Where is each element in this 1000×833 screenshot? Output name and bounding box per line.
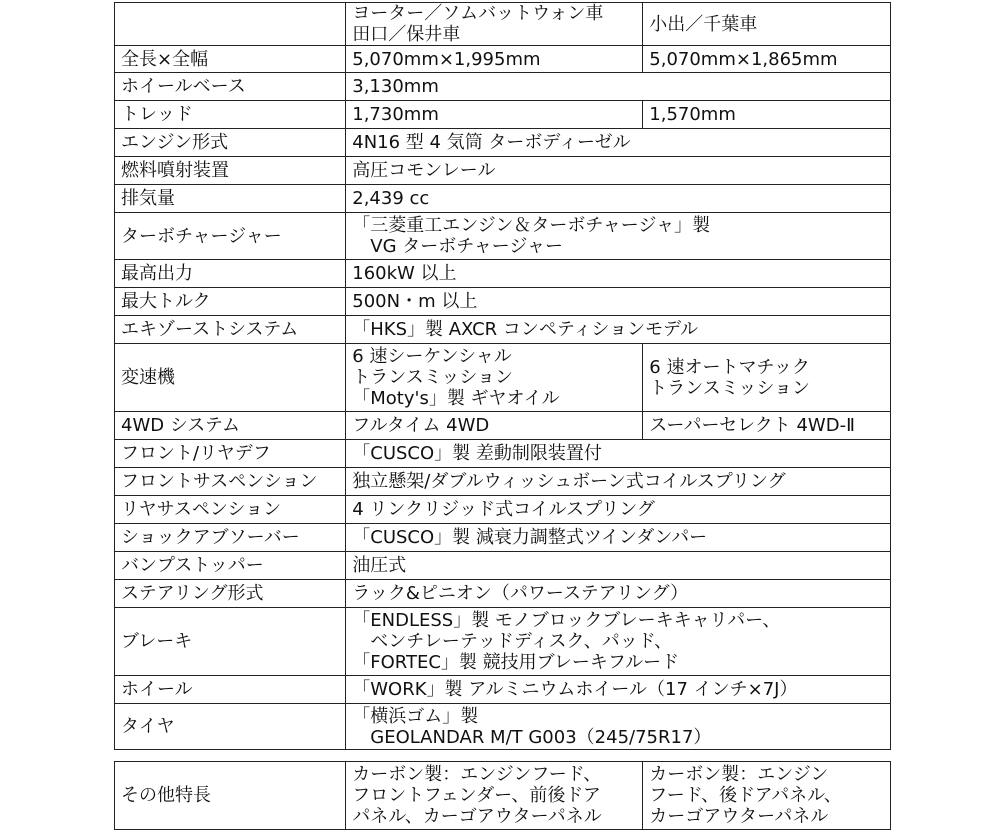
row-value: 2,439 cc [346,185,891,213]
row-value: 3,130mm [346,73,891,101]
table-row [115,496,891,524]
row-value: カーボン製：エンジン フード、後ドアパネル、 カーゴアウターパネル [643,762,891,830]
row-label: タイヤ [115,704,346,750]
table-row [115,344,891,412]
table-row [115,580,891,608]
row-value: 4 リンクリジッド式コイルスプリング [346,496,891,524]
row-value: 6 速オートマチック トランスミッション [643,344,891,412]
row-label: フロント/リヤデフ [115,440,346,468]
row-value: 「CUSCO」製 減衰力調整式ツインダンパー [346,524,891,552]
row-value: 「HKS」製 AXCR コンペティションモデル [346,316,891,344]
table-row [115,3,891,46]
row-label: 全長×全幅 [115,46,346,73]
table-row [115,260,891,288]
row-label: リヤサスペンション [115,496,346,524]
row-value: スーパーセレクト 4WD-Ⅱ [643,412,891,440]
table-row [115,288,891,316]
row-label: 最高出力 [115,260,346,288]
row-value: 高圧コモンレール [346,157,891,185]
extra-features-table [114,761,891,830]
row-value: 「CUSCO」製 差動制限装置付 [346,440,891,468]
table-row [115,608,891,676]
row-value: 6 速シーケンシャル トランスミッション 「Moty's」製 ギヤオイル [346,344,643,412]
row-label: エンジン形式 [115,129,346,157]
row-value: 500N・m 以上 [346,288,891,316]
table-row [115,412,891,440]
header-empty-cell [115,3,346,46]
row-label: 変速機 [115,344,346,412]
row-label: 最大トルク [115,288,346,316]
row-label: その他特長 [115,762,346,830]
row-label: ショックアブソーバー [115,524,346,552]
spec-table [114,2,891,750]
row-value: 「三菱重工エンジン＆ターボチャージャ」製 VG ターボチャージャー [346,213,891,260]
header-yota: ヨーター／ソムバットウォン車 田口／保井車 [346,3,643,46]
table-row [115,101,891,129]
row-label: ターボチャージャー [115,213,346,260]
header-koide: 小出／千葉車 [643,3,891,46]
table-row [115,157,891,185]
table-row [115,185,891,213]
row-value: 独立懸架/ダブルウィッシュボーン式コイルスプリング [346,468,891,496]
row-label: エキゾーストシステム [115,316,346,344]
row-value: フルタイム 4WD [346,412,643,440]
row-label: 排気量 [115,185,346,213]
row-label: バンプストッパー [115,552,346,580]
row-value: 4N16 型 4 気筒 ターボディーゼル [346,129,891,157]
row-value: 5,070mm×1,995mm [346,46,643,73]
row-label: 燃料噴射装置 [115,157,346,185]
table-row [115,440,891,468]
row-value: 5,070mm×1,865mm [643,46,891,73]
row-label: 4WD システム [115,412,346,440]
table-row [115,73,891,101]
row-label: トレッド [115,101,346,129]
table-row [115,468,891,496]
row-label: ホイール [115,676,346,704]
row-value: 「ENDLESS」製 モノブロックブレーキキャリパー、 ベンチレーテッドディスク、パッド、 「FORTEC」製 競技用ブレーキフルード [346,608,891,676]
row-label: フロントサスペンション [115,468,346,496]
row-value: 160kW 以上 [346,260,891,288]
row-value: 「WORK」製 アルミニウムホイール（17 インチ×7J） [346,676,891,704]
table-row [115,129,891,157]
row-value: カーボン製：エンジンフード、 フロントフェンダー、前後ドア パネル、カーゴアウターパネル [346,762,643,830]
table-row [115,524,891,552]
row-value: 1,730mm [346,101,643,129]
table-row [115,316,891,344]
row-value: 1,570mm [643,101,891,129]
table-row [115,552,891,580]
table-row [115,213,891,260]
table-row [115,676,891,704]
row-label: ホイールベース [115,73,346,101]
row-value: ラック&ピニオン（パワーステアリング） [346,580,891,608]
row-label: ブレーキ [115,608,346,676]
row-value: 「横浜ゴム」製 GEOLANDAR M/T G003（245/75R17） [346,704,891,750]
row-value: 油圧式 [346,552,891,580]
row-label: ステアリング形式 [115,580,346,608]
table-row [115,704,891,750]
table-row [115,46,891,73]
table-row [115,762,891,830]
